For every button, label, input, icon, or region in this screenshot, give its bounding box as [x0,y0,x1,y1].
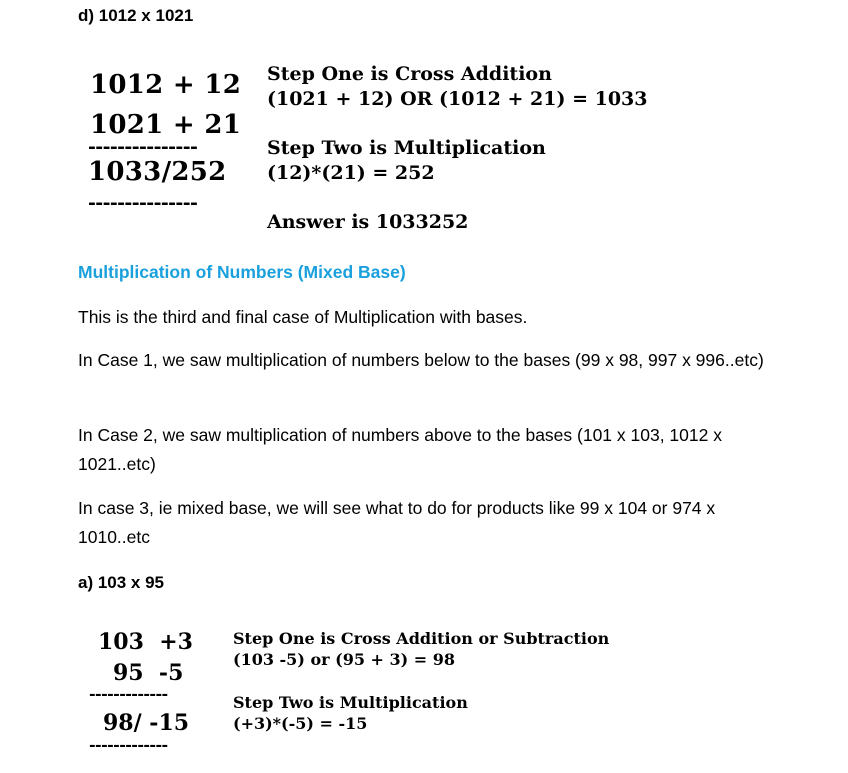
example-d-answer: Answer is 1033252 [267,211,469,233]
example-a-divider-bottom: ------------- [89,735,168,754]
example-d-line1: 1012 + 12 [90,70,242,100]
example-a-step2-detail: (+3)*(-5) = -15 [233,714,368,733]
paragraph: In Case 2, we saw multiplication of numbers above to the bases (101 x 103, 1012 x 1021..etc) [78,425,722,474]
example-d-step2-detail: (12)*(21) = 252 [267,162,435,184]
example-a-step2-title: Step Two is Multiplication [233,693,468,712]
example-a-result: 98/ -15 [103,710,190,736]
example-a-line2: 95 -5 [113,660,184,686]
example-d-step1-title: Step One is Cross Addition [267,63,552,85]
example-d-step2-title: Step Two is Multiplication [267,137,546,159]
example-d-divider: --------------- [88,136,198,158]
example-d-line2: 1021 + 21 [90,110,242,140]
example-a-step1-title: Step One is Cross Addition or Subtraction [233,629,610,648]
paragraph: This is the third and final case of Multiplication with bases. [78,307,528,327]
section-title: Multiplication of Numbers (Mixed Base) [78,262,406,282]
example-a-line1: 103 +3 [98,629,193,655]
paragraph: In Case 1, we saw multiplication of numbers below to the bases (99 x 98, 997 x 996..etc) [78,350,764,370]
example-d-heading: d) 1012 x 1021 [78,6,194,25]
example-a-heading: a) 103 x 95 [78,573,165,592]
example-d-step1-detail: (1021 + 12) OR (1012 + 21) = 1033 [267,88,648,110]
paragraph: In case 3, ie mixed base, we will see what to do for products like 99 x 104 or 974 x 1010..etc [78,498,716,547]
example-a-step1-detail: (103 -5) or (95 + 3) = 98 [233,650,456,669]
example-d-divider-bottom: --------------- [88,192,198,214]
example-a-divider: ------------- [89,684,168,703]
example-d-result: 1033/252 [88,157,227,187]
